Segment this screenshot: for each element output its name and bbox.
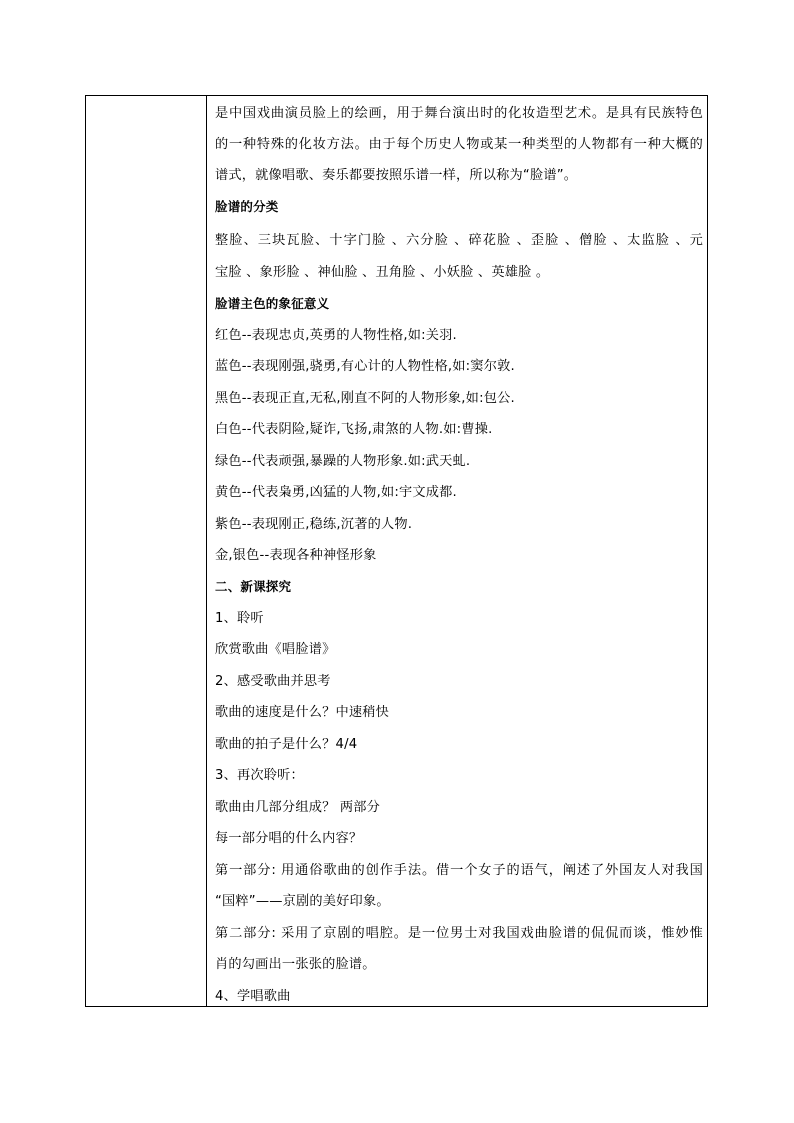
step-listen-again: 3、再次聆听： <box>215 768 304 783</box>
question-meter: 歌曲的拍子是什么？4/4 <box>215 737 358 752</box>
step-feel-and-think: 2、感受歌曲并思考 <box>215 674 331 689</box>
paragraph-line: 欣赏歌曲《唱脸谱》 <box>215 642 336 657</box>
step-listen: 1、聆听 <box>215 611 264 626</box>
paragraph-line: 第二部分: 采用了京剧的唱腔。是一位男士对我国戏曲脸谱的侃侃而谈，惟妙惟 <box>215 926 703 941</box>
paragraph-line: 谱式，就像唱歌、奏乐都要按照乐谱一样，所以称为“脸谱”。 <box>215 168 578 183</box>
question-content: 每一部分唱的什么内容？ <box>215 831 363 846</box>
paragraph-line: 肖的勾画出一张张的脸谱。 <box>215 957 376 972</box>
color-item-purple: 紫色--表现刚正,稳练,沉著的人物. <box>215 517 413 532</box>
table-right-cell <box>207 96 707 1006</box>
color-item-gold-silver: 金,银色--表现各种神怪形象 <box>215 548 377 563</box>
color-item-red: 红色--表现忠贞,英勇的人物性格,如:关羽. <box>215 328 457 343</box>
paragraph-line: 是中国戏曲演员脸上的绘画，用于舞台演出时的化妆造型艺术。是具有民族特色 <box>215 106 703 121</box>
table-left-cell <box>86 96 207 1006</box>
paragraph-line: “国粹”——京剧的美好印象。 <box>215 894 390 909</box>
color-item-blue: 蓝色--表现刚强,骁勇,有心计的人物性格,如:窦尔敦. <box>215 359 515 374</box>
paragraph-line: 的一种特殊的化妆方法。由于每个历史人物或某一种类型的人物都有一种大概的 <box>215 137 703 152</box>
question-tempo: 歌曲的速度是什么？中速稍快 <box>215 705 390 720</box>
section-heading-color-meaning: 脸谱主色的象征意义 <box>215 296 330 311</box>
question-parts: 歌曲由几部分组成？ 两部分 <box>215 800 381 815</box>
lesson-table <box>85 95 708 1007</box>
step-learn-singing: 4、学唱歌曲 <box>215 989 291 1004</box>
paragraph-line: 第一部分: 用通俗歌曲的创作手法。借一个女子的语气，阐述了外国友人对我国 <box>215 863 703 878</box>
section-heading-classification: 脸谱的分类 <box>215 199 279 214</box>
color-item-green: 绿色--代表顽强,暴躁的人物形象.如:武天虬. <box>215 454 471 469</box>
color-item-white: 白色--代表阴险,疑诈,飞扬,肃煞的人物.如:曹操. <box>215 422 493 437</box>
paragraph-line: 整脸、三块瓦脸、十字门脸 、六分脸 、碎花脸 、歪脸 、僧脸 、太监脸 、元 <box>215 233 703 248</box>
color-item-yellow: 黄色--代表枭勇,凶猛的人物,如:宇文成都. <box>215 485 457 500</box>
color-item-black: 黑色--表现正直,无私,刚直不阿的人物形象,如:包公. <box>215 391 515 406</box>
paragraph-line: 宝脸 、象形脸 、神仙脸 、丑角脸 、小妖脸 、英雄脸 。 <box>215 265 550 280</box>
section-heading-new-lesson: 二、新课探究 <box>215 579 292 594</box>
